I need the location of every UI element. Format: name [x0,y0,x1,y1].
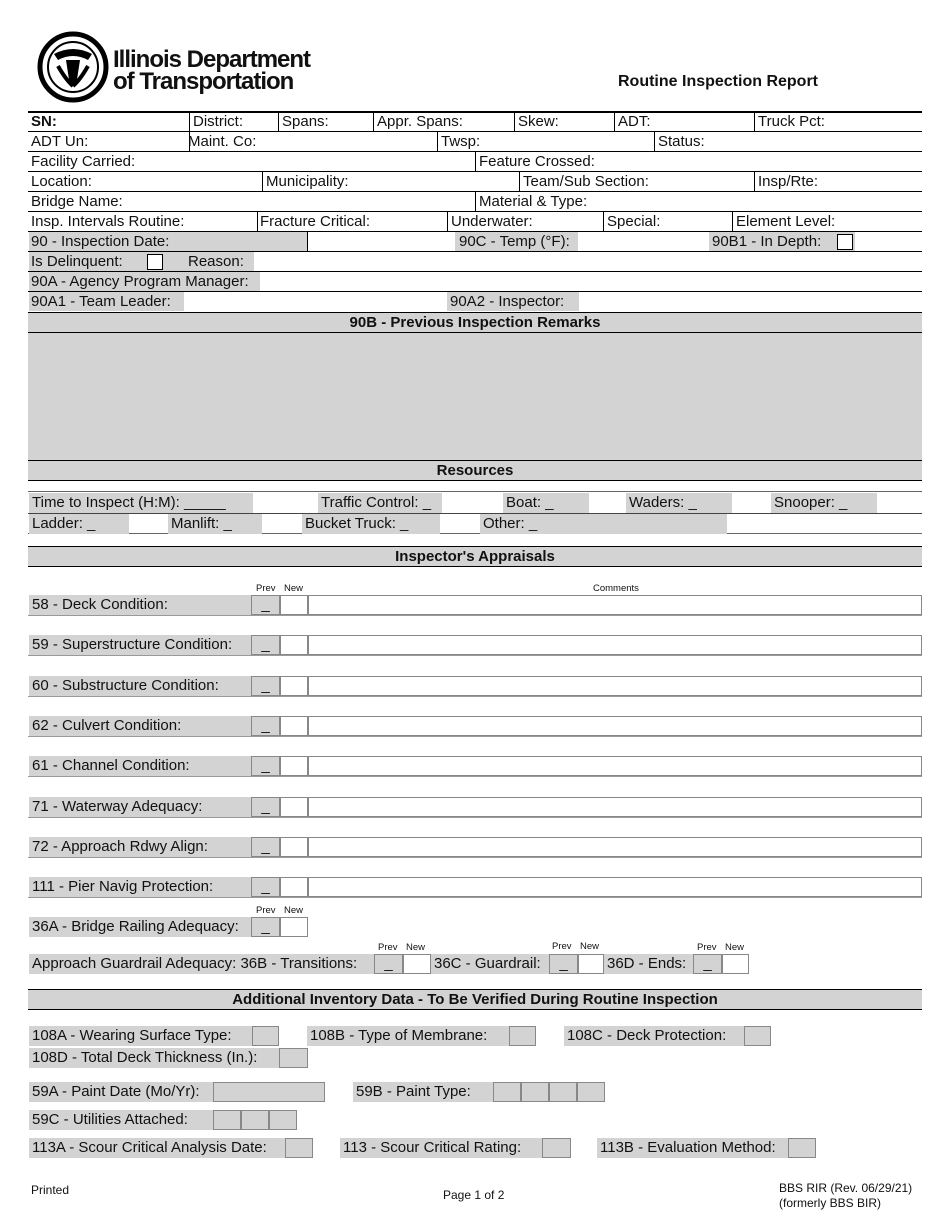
element-level-label: Element Level: [736,213,836,230]
material-type-label: Material & Type: [479,193,588,210]
agency-pm-label: 90A - Agency Program Manager: [31,273,249,290]
appraisal-prev[interactable]: _ [251,797,280,817]
paint-type-field-4[interactable] [577,1082,605,1102]
org-name-line2: of Transportation [113,68,294,95]
appraisal-label: 58 - Deck Condition: [29,595,251,615]
guardrail-36c-new[interactable] [578,954,604,974]
appraisal-prev[interactable]: _ [251,756,280,776]
membrane-field[interactable] [509,1026,536,1046]
facility-carried-label: Facility Carried: [31,153,136,170]
in-depth-label: 90B1 - In Depth: [712,233,822,250]
appraisal-label: 62 - Culvert Condition: [29,716,251,736]
snooper[interactable]: Snooper: _ [771,493,877,513]
appraisal-new[interactable] [280,635,308,655]
scour-rating-label: 113 - Scour Critical Rating: [340,1138,542,1158]
bridge-name-label: Bridge Name: [31,193,123,210]
appr-spans-label: Appr. Spans: [377,113,463,130]
team-leader-label: 90A1 - Team Leader: [31,293,171,310]
underwater-label: Underwater: [451,213,533,230]
railing-prev-label: Prev [256,905,276,916]
sn-label: SN: [31,113,57,130]
appraisal-divider [28,736,922,737]
remarks-area[interactable] [28,333,922,460]
appraisal-divider [28,615,922,616]
location-label: Location: [31,173,92,190]
railing-new[interactable] [280,917,308,937]
spans-label: Spans: [282,113,329,130]
deck-protection-field[interactable] [744,1026,771,1046]
appraisal-new[interactable] [280,877,308,897]
paint-date-field[interactable] [213,1082,325,1102]
appraisal-comments[interactable] [308,635,922,655]
eval-method-label: 113B - Evaluation Method: [597,1138,788,1158]
deck-thickness-label: 108D - Total Deck Thickness (In.): [29,1048,279,1068]
insp-rte-label: Insp/Rte: [758,173,819,190]
appraisal-prev[interactable]: _ [251,877,280,897]
guardrail-36b-new[interactable] [403,954,431,974]
appraisal-new[interactable] [280,756,308,776]
twsp-label: Twsp: [441,133,481,150]
status-label: Status: [658,133,705,150]
temp-label: 90C - Temp (°F): [459,233,570,250]
appraisal-new[interactable] [280,797,308,817]
appraisal-new[interactable] [280,595,308,615]
traffic-control[interactable]: Traffic Control: _ [318,493,442,513]
inventory-header: Additional Inventory Data - To Be Verified During Routine Inspection [28,989,922,1010]
guardrail-36b-label: Approach Guardrail Adequacy: 36B - Transitions: [29,954,374,974]
scour-date-label: 113A - Scour Critical Analysis Date: [29,1138,285,1158]
insp-intervals-label: Insp. Intervals Routine: [31,213,185,230]
in-depth-checkbox[interactable] [837,234,853,250]
g36b-new-label: New [406,942,426,953]
adt-label: ADT: [618,113,651,130]
appraisal-label: 61 - Channel Condition: [29,756,251,776]
appraisal-prev[interactable]: _ [251,837,280,857]
printed-label: Printed [31,1183,70,1197]
railing-label: 36A - Bridge Railing Adequacy: [29,917,251,937]
railing-prev[interactable]: _ [251,917,280,937]
guardrail-36d-new[interactable] [722,954,749,974]
team-sub-label: Team/Sub Section: [523,173,649,190]
appraisal-label: 59 - Superstructure Condition: [29,635,251,655]
g36c-new-label: New [580,941,600,952]
appraisal-prev[interactable]: _ [251,635,280,655]
revision-line2: (formerly BBS BIR) [779,1196,882,1210]
deck-protection-label: 108C - Deck Protection: [564,1026,744,1046]
appraisal-divider [28,897,922,898]
appraisal-divider [28,696,922,697]
scour-date-field[interactable] [285,1138,313,1158]
appraisal-new[interactable] [280,716,308,736]
appraisal-prev[interactable]: _ [251,595,280,615]
guardrail-36c-label: 36C - Guardrail: [431,954,549,974]
appraisal-label: 60 - Substructure Condition: [29,676,251,696]
appraisal-comments[interactable] [308,676,922,696]
truck-pct-label: Truck Pct: [758,113,825,130]
appraisal-label: 71 - Waterway Adequacy: [29,797,251,817]
eval-method-field[interactable] [788,1138,816,1158]
guardrail-36d-prev[interactable]: _ [693,954,722,974]
org-name-line1: Illinois Department [113,46,311,73]
appraisal-label: 111 - Pier Navig Protection: [29,877,251,897]
appraisal-comments[interactable] [308,595,922,615]
appraisal-divider [28,776,922,777]
paint-type-field-2[interactable] [521,1082,549,1102]
wearing-surface-label: 108A - Wearing Surface Type: [29,1026,252,1046]
time-to-inspect[interactable]: Time to Inspect (H:M): _____ [29,493,253,513]
deck-thickness-field[interactable] [279,1048,308,1068]
appraisal-new[interactable] [280,837,308,857]
special-label: Special: [607,213,661,230]
revision-line1: BBS RIR (Rev. 06/29/21) [779,1181,913,1195]
remarks-header: 90B - Previous Inspection Remarks [28,312,922,333]
appraisal-comments[interactable] [308,877,922,897]
maint-co-label: Maint. Co: [188,133,257,150]
appraisal-comments[interactable] [308,756,922,776]
scour-rating-field[interactable] [542,1138,571,1158]
page-number: Page 1 of 2 [443,1188,505,1202]
feature-crossed-label: Feature Crossed: [479,153,595,170]
skew-label: Skew: [518,113,559,130]
guardrail-36c-prev[interactable]: _ [549,954,578,974]
delinquent-checkbox[interactable] [147,254,163,270]
reason-label: Reason: [188,253,244,270]
municipality-label: Municipality: [266,173,349,190]
guardrail-36d-label: 36D - Ends: [604,954,693,974]
guardrail-36b-prev[interactable]: _ [374,954,403,974]
bucket-truck[interactable]: Bucket Truck: _ [302,514,440,534]
paint-type-label: 59B - Paint Type: [353,1082,493,1102]
fracture-critical-label: Fracture Critical: [260,213,371,230]
appraisals-header: Inspector's Appraisals [28,546,922,567]
manlift[interactable]: Manlift: _ [168,514,262,534]
utilities-field-3[interactable] [269,1110,297,1130]
waders[interactable]: Waders: _ [626,493,732,513]
utilities-label: 59C - Utilities Attached: [29,1110,213,1130]
inspection-date-label: 90 - Inspection Date: [31,233,170,250]
utilities-field-1[interactable] [213,1110,241,1130]
wearing-surface-field[interactable] [252,1026,279,1046]
appraisal-comments[interactable] [308,837,922,857]
appraisal-new[interactable] [280,676,308,696]
idot-logo [36,30,110,104]
appraisal-comments[interactable] [308,716,922,736]
membrane-label: 108B - Type of Membrane: [307,1026,509,1046]
report-title: Routine Inspection Report [618,73,818,90]
district-label: District: [193,113,243,130]
g36d-prev-label: Prev [697,942,717,953]
boat[interactable]: Boat: _ [503,493,589,513]
idot-logo-icon [36,30,110,104]
other[interactable]: Other: _ [480,514,727,534]
utilities-field-2[interactable] [241,1110,269,1130]
ladder[interactable]: Ladder: _ [29,514,129,534]
prev-col-label: Prev [256,583,276,594]
adt-un-label: ADT Un: [31,133,89,150]
appraisal-divider [28,655,922,656]
appraisal-comments[interactable] [308,797,922,817]
inspector-label: 90A2 - Inspector: [450,293,565,310]
paint-type-field-3[interactable] [549,1082,577,1102]
appraisal-label: 72 - Approach Rdwy Align: [29,837,251,857]
appraisal-prev[interactable]: _ [251,676,280,696]
comments-col-label: Comments [593,583,639,594]
appraisal-divider [28,857,922,858]
paint-type-field-1[interactable] [493,1082,521,1102]
delinquent-label: Is Delinquent: [31,253,123,270]
paint-date-label: 59A - Paint Date (Mo/Yr): [29,1082,213,1102]
g36c-prev-label: Prev [552,941,572,952]
resources-header: Resources [28,460,922,481]
new-col-label: New [284,583,304,594]
appraisal-divider [28,817,922,818]
appraisal-prev[interactable]: _ [251,716,280,736]
railing-new-label: New [284,905,304,916]
g36d-new-label: New [725,942,745,953]
g36b-prev-label: Prev [378,942,398,953]
